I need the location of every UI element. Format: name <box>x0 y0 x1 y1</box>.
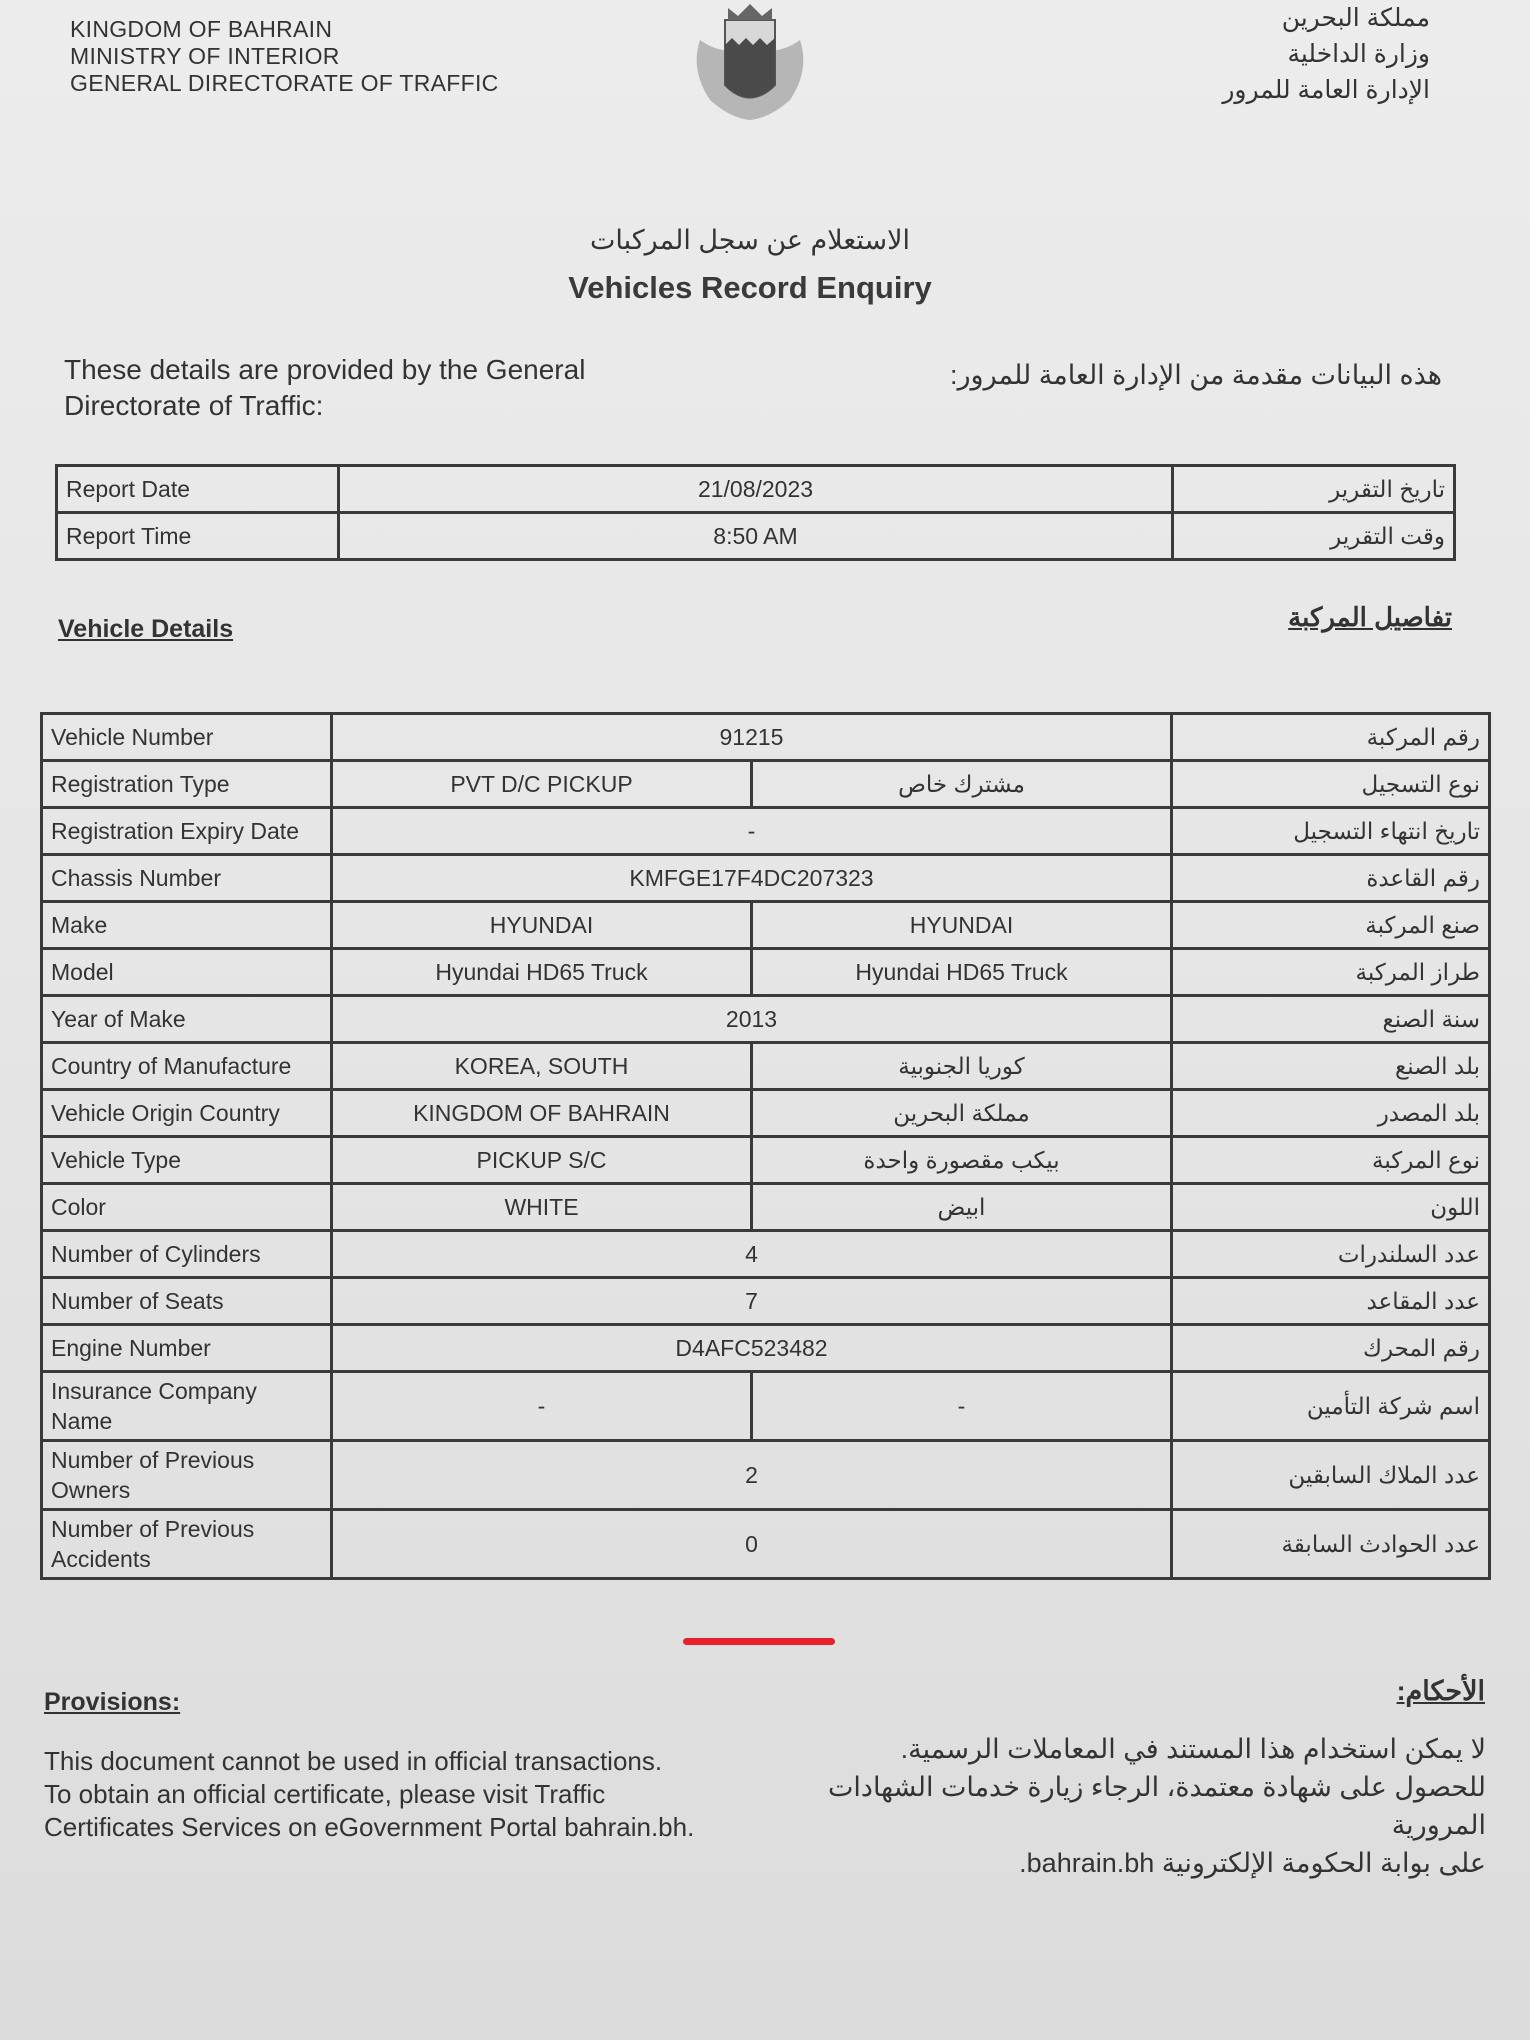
country-of-manufacture-value-en: KOREA, SOUTH <box>332 1043 752 1090</box>
model-label: Model <box>42 949 332 996</box>
header-en-line-2: MINISTRY OF INTERIOR <box>70 43 340 69</box>
report-time-label: Report Time <box>57 513 339 560</box>
vehicle-number-label-ar: رقم المركبة <box>1172 714 1490 761</box>
provisions-text-ar <box>766 1730 1486 1882</box>
cylinders-label-ar: عدد السلندرات <box>1172 1231 1490 1278</box>
report-date-label-ar: تاريخ التقرير <box>1173 466 1455 513</box>
table-row <box>42 714 1490 761</box>
table-row <box>42 1043 1490 1090</box>
header-ar-line-2: وزارة الداخلية <box>1287 40 1430 68</box>
previous-owners-label-ar: عدد الملاك السابقين <box>1172 1441 1490 1510</box>
previous-owners-value: 2 <box>332 1441 1172 1510</box>
provisions-ar-line-1: لا يمكن استخدام هذا المستند في المعاملات الرسمية. <box>900 1734 1486 1764</box>
model-label-ar: طراز المركبة <box>1172 949 1490 996</box>
model-value-ar: Hyundai HD65 Truck <box>752 949 1172 996</box>
table-row <box>42 1441 1490 1510</box>
insurance-company-value-en: - <box>332 1372 752 1441</box>
chassis-number-value: KMFGE17F4DC207323 <box>332 855 1172 902</box>
previous-owners-label: Number of Previous Owners <box>42 1441 332 1510</box>
intro-en: These details are provided by the General Directorate of Traffic: <box>64 354 586 421</box>
previous-accidents-label: Number of Previous Accidents <box>42 1510 332 1579</box>
make-label: Make <box>42 902 332 949</box>
provisions-en-line-2: To obtain an official certificate, please visit Traffic <box>44 1779 606 1809</box>
provisions-ar-line-3: على بوابة الحكومة الإلكترونية bahrain.bh. <box>1019 1848 1486 1878</box>
cylinders-label: Number of Cylinders <box>42 1231 332 1278</box>
table-row <box>42 949 1490 996</box>
table-row <box>42 808 1490 855</box>
header-ar <box>1222 0 1430 108</box>
chassis-number-label-ar: رقم القاعدة <box>1172 855 1490 902</box>
report-date-value: 21/08/2023 <box>339 466 1173 513</box>
cylinders-value: 4 <box>332 1231 1172 1278</box>
year-of-make-label: Year of Make <box>42 996 332 1043</box>
registration-expiry-value: - <box>332 808 1172 855</box>
table-row <box>42 996 1490 1043</box>
table-row <box>57 466 1455 513</box>
year-of-make-value: 2013 <box>332 996 1172 1043</box>
vehicle-number-value: 91215 <box>332 714 1172 761</box>
make-value-ar: HYUNDAI <box>752 902 1172 949</box>
chassis-number-label: Chassis Number <box>42 855 332 902</box>
table-row <box>42 1278 1490 1325</box>
header-en-line-3: GENERAL DIRECTORATE OF TRAFFIC <box>70 70 499 96</box>
bahrain-emblem-icon <box>680 0 820 122</box>
table-row <box>42 1372 1490 1441</box>
provisions-title-ar: الأحكام: <box>1396 1676 1485 1706</box>
vehicle-table <box>40 712 1491 1580</box>
make-label-ar: صنع المركبة <box>1172 902 1490 949</box>
engine-number-label-ar: رقم المحرك <box>1172 1325 1490 1372</box>
origin-country-value-ar: مملكة البحرين <box>752 1090 1172 1137</box>
insurance-company-label: Insurance Company Name <box>42 1372 332 1441</box>
table-row <box>42 1090 1490 1137</box>
country-of-manufacture-label: Country of Manufacture <box>42 1043 332 1090</box>
make-value-en: HYUNDAI <box>332 902 752 949</box>
engine-number-value: D4AFC523482 <box>332 1325 1172 1372</box>
color-label-ar: اللون <box>1172 1184 1490 1231</box>
previous-accidents-label-ar: عدد الحوادث السابقة <box>1172 1510 1490 1579</box>
table-row <box>42 761 1490 808</box>
color-value-en: WHITE <box>332 1184 752 1231</box>
color-label: Color <box>42 1184 332 1231</box>
table-row <box>42 1325 1490 1372</box>
vehicle-details-title-ar: تفاصيل المركبة <box>1288 602 1452 632</box>
color-value-ar: ابيض <box>752 1184 1172 1231</box>
report-date-label: Report Date <box>57 466 339 513</box>
country-of-manufacture-label-ar: بلد الصنع <box>1172 1043 1490 1090</box>
vehicle-details-title: Vehicle Details <box>58 615 234 643</box>
registration-expiry-label-ar: تاريخ انتهاء التسجيل <box>1172 808 1490 855</box>
seats-label: Number of Seats <box>42 1278 332 1325</box>
seats-value: 7 <box>332 1278 1172 1325</box>
origin-country-value-en: KINGDOM OF BAHRAIN <box>332 1090 752 1137</box>
vehicle-type-value-en: PICKUP S/C <box>332 1137 752 1184</box>
registration-type-value-ar: مشترك خاص <box>752 761 1172 808</box>
origin-country-label-ar: بلد المصدر <box>1172 1090 1490 1137</box>
red-underline-mark <box>683 1638 835 1645</box>
registration-type-label-ar: نوع التسجيل <box>1172 761 1490 808</box>
table-row <box>42 1231 1490 1278</box>
header-ar-line-3: الإدارة العامة للمرور <box>1222 76 1430 104</box>
report-time-value: 8:50 AM <box>339 513 1173 560</box>
header-en <box>70 16 499 97</box>
provisions-title: Provisions: <box>44 1688 181 1716</box>
vehicle-number-label: Vehicle Number <box>42 714 332 761</box>
registration-type-value-en: PVT D/C PICKUP <box>332 761 752 808</box>
engine-number-label: Engine Number <box>42 1325 332 1372</box>
report-time-label-ar: وقت التقرير <box>1173 513 1455 560</box>
vehicle-type-label: Vehicle Type <box>42 1137 332 1184</box>
table-row <box>42 902 1490 949</box>
header-en-line-1: KINGDOM OF BAHRAIN <box>70 16 333 42</box>
provisions-en-line-1: This document cannot be used in official transactions. <box>44 1746 663 1776</box>
intro-ar: هذه البيانات مقدمة من الإدارة العامة للمرور: <box>950 360 1442 390</box>
table-row <box>57 513 1455 560</box>
model-value-en: Hyundai HD65 Truck <box>332 949 752 996</box>
table-row <box>42 855 1490 902</box>
origin-country-label: Vehicle Origin Country <box>42 1090 332 1137</box>
provisions-text-en <box>44 1745 764 1844</box>
seats-label-ar: عدد المقاعد <box>1172 1278 1490 1325</box>
vehicle-type-value-ar: بيكب مقصورة واحدة <box>752 1137 1172 1184</box>
provisions-ar-line-2: للحصول على شهادة معتمدة، الرجاء زيارة خدمات الشهادات المرورية <box>828 1772 1486 1840</box>
insurance-company-value-ar: - <box>752 1372 1172 1441</box>
registration-type-label: Registration Type <box>42 761 332 808</box>
title-ar: الاستعلام عن سجل المركبات <box>589 225 911 255</box>
year-of-make-label-ar: سنة الصنع <box>1172 996 1490 1043</box>
previous-accidents-value: 0 <box>332 1510 1172 1579</box>
table-row <box>42 1510 1490 1579</box>
registration-expiry-label: Registration Expiry Date <box>42 808 332 855</box>
header-ar-line-1: مملكة البحرين <box>1281 4 1430 32</box>
country-of-manufacture-value-ar: كوريا الجنوبية <box>752 1043 1172 1090</box>
insurance-company-label-ar: اسم شركة التأمين <box>1172 1372 1490 1441</box>
table-row <box>42 1184 1490 1231</box>
table-row <box>42 1137 1490 1184</box>
provisions-en-line-3: Certificates Services on eGovernment Portal bahrain.bh. <box>44 1812 695 1842</box>
vehicle-type-label-ar: نوع المركبة <box>1172 1137 1490 1184</box>
title-en: Vehicles Record Enquiry <box>568 270 932 305</box>
report-table <box>55 464 1456 561</box>
